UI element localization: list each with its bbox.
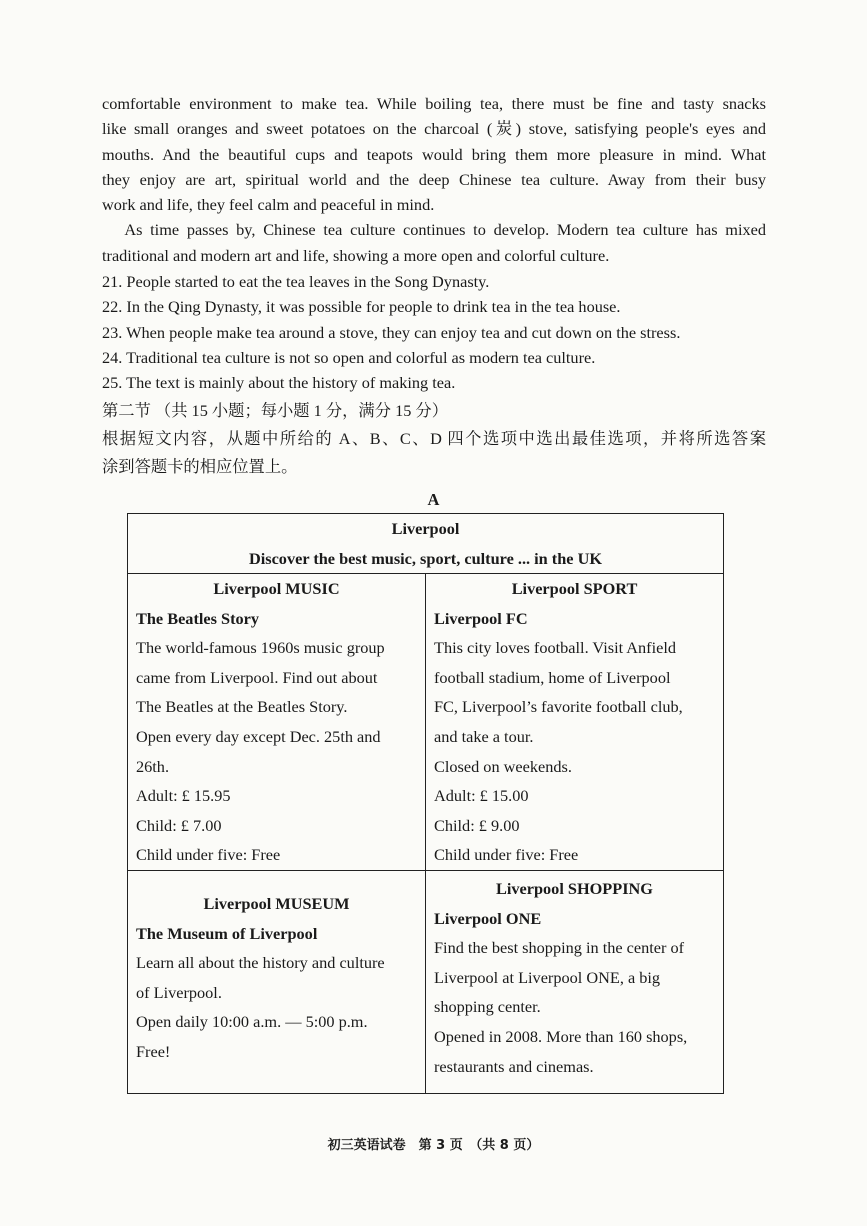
museum-line: Learn all about the history and culture — [136, 953, 385, 973]
sport-subtitle: Liverpool FC — [434, 608, 528, 628]
shopping-subtitle: Liverpool ONE — [434, 908, 542, 928]
question-item: 23. When people make tea around a stove, they can enjoy tea and cut down on the stress. — [102, 322, 681, 342]
museum-line: Free! — [136, 1041, 171, 1061]
text-line: As time passes by, Chinese tea culture continues to develop. Modern tea culture has mixed — [102, 220, 766, 240]
music-line: The world-famous 1960s music group — [136, 638, 385, 658]
ad-subtitle: Discover the best music, sport, culture ... in the UK — [248, 548, 603, 568]
music-price-adult: Adult: £ 15.95 — [136, 786, 231, 806]
sport-line: This city loves football. Visit Anfield — [434, 638, 677, 658]
ad-title: Liverpool — [391, 519, 460, 538]
liverpool-ad-table — [127, 513, 724, 1094]
museum-title: Liverpool MUSEUM — [203, 893, 350, 913]
sport-line: football stadium, home of Liverpool — [434, 667, 671, 687]
museum-subtitle: The Museum of Liverpool — [136, 923, 318, 943]
shopping-title: Liverpool SHOPPING — [496, 878, 653, 898]
section-instructions — [102, 425, 766, 481]
text-line: like small oranges and sweet potatoes on the charcoal (炭) stove, satisfying people's eyes and — [102, 119, 766, 139]
music-title: Liverpool MUSIC — [213, 579, 340, 598]
music-price-under-five: Child under five: Free — [136, 845, 281, 865]
music-line: came from Liverpool. Find out about — [136, 667, 378, 687]
music-subtitle: The Beatles Story — [136, 608, 259, 628]
question-item: 25. The text is mainly about the history of making tea. — [102, 373, 456, 393]
text-line: comfortable environment to make tea. While boiling tea, there must be fine and tasty snacks — [102, 94, 766, 113]
music-price-child: Child: £ 7.00 — [136, 815, 222, 835]
museum-line: of Liverpool. — [136, 982, 222, 1002]
shopping-line: Liverpool at Liverpool ONE, a big — [434, 967, 661, 987]
music-line: Open every day except Dec. 25th and — [136, 726, 381, 746]
museum-line: Open daily 10:00 a.m. — 5:00 p.m. — [136, 1012, 368, 1032]
page-footer: 初三英语试卷 第 3 页 （共 8 页） — [327, 1138, 540, 1153]
question-item: 24. Traditional tea culture is not so open and colorful as modern tea culture. — [102, 347, 596, 367]
sport-price-under-five: Child under five: Free — [434, 845, 579, 865]
text-line: they enjoy are art, spiritual world and the deep Chinese tea culture. Away from their busy — [102, 169, 766, 189]
question-item: 21. People started to eat the tea leaves in the Song Dynasty. — [102, 272, 490, 291]
sport-price-adult: Adult: £ 15.00 — [434, 786, 529, 806]
instruction-line: 涂到答题卡的相应位置上。 — [102, 457, 298, 476]
instruction-line: 根据短文内容，从题中所给的 A、B、C、D 四个选项中选出最佳选项，并将所选答案 — [102, 429, 766, 448]
sport-line: and take a tour. — [434, 726, 534, 746]
section-heading: 第二节 （共 15 小题；每小题 1 分，满分 15 分） — [102, 401, 448, 420]
shopping-line: Find the best shopping in the center of — [434, 938, 685, 958]
shopping-line: shopping center. — [434, 997, 541, 1017]
text-line: traditional and modern art and life, showing a more open and colorful culture. — [102, 245, 610, 265]
text-line: work and life, they feel calm and peaceful in mind. — [102, 195, 435, 215]
music-cell — [128, 574, 426, 871]
text-line: mouths. And the beautiful cups and teapots would bring them more pleasure in mind. What — [102, 144, 766, 164]
shopping-line: restaurants and cinemas. — [434, 1056, 594, 1076]
music-line: The Beatles at the Beatles Story. — [136, 697, 348, 717]
music-line: 26th. — [136, 756, 170, 776]
shopping-line: Opened in 2008. More than 160 shops, — [434, 1026, 688, 1046]
sport-cell — [426, 574, 724, 871]
museum-cell — [128, 870, 426, 1093]
sport-title: Liverpool SPORT — [511, 579, 638, 598]
ad-header — [128, 514, 724, 574]
shopping-cell — [426, 870, 724, 1093]
sport-line: FC, Liverpool’s favorite football club, — [434, 697, 683, 717]
question-item: 22. In the Qing Dynasty, it was possible for people to drink tea in the tea house. — [102, 297, 621, 317]
question-list — [102, 269, 766, 395]
sport-price-child: Child: £ 9.00 — [434, 815, 520, 835]
passage-label: A — [427, 490, 440, 509]
passage-paragraphs — [102, 91, 766, 268]
sport-line: Closed on weekends. — [434, 756, 572, 776]
